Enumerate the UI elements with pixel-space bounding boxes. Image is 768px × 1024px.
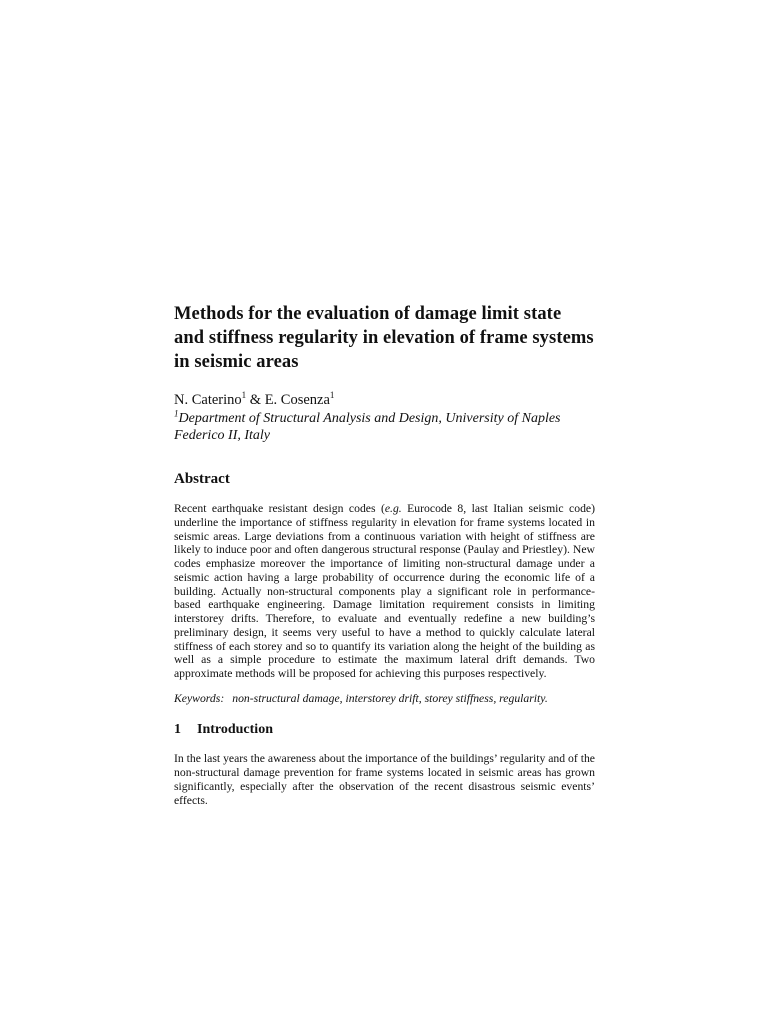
author-separator: & [246, 392, 265, 408]
author-name: E. Cosenza [264, 392, 330, 408]
section-title: Introduction [197, 722, 273, 738]
introduction-text: In the last years the awareness about the importance of the buildings’ regularity and of the non-structural damage prevention for frame systems located in seismic areas has grown significantly, especially after the observation of the recent disastrous seismic events’ effects. [174, 752, 595, 807]
author-line [174, 392, 595, 409]
abstract-heading: Abstract [174, 471, 230, 487]
abstract-eg: e.g. [384, 502, 402, 515]
abstract-text [174, 502, 595, 681]
affiliation [174, 410, 595, 444]
keywords-line [174, 692, 595, 706]
section-number: 1 [174, 722, 181, 738]
author-affiliation-mark: 1 [241, 390, 247, 401]
keywords-text: non-structural damage, interstorey drift, storey stiffness, regularity. [232, 692, 548, 706]
affiliation-mark: 1 [174, 408, 179, 419]
abstract-text-rest: Eurocode 8, last Italian seismic code) underline the importance of stiffness regularity in elevation for frame systems located in seismic areas. Large deviations from a continuous variation with height of stiffness are likely to induce poor and often dangerous structural response (Paulay and Priestley). New codes emphasize moreover the importance of limiting non-structural damage under a seismic action having a large probability of occurrence during the economic life of a building. Actually non-structural components play a significant role in performance-based earthquake engineering. Damage limitation requirement consists in limiting interstorey drifts. Therefore, to evaluate and eventually redefine a new building’s preliminary design, it seems very useful to have a method to quickly calculate lateral stiffness of each storey and so to quantify its variation along the height of the building as well as a simple procedure to estimate the maximum lateral drift demands. Two approximate methods will be proposed for achieving this purposes respectively. [174, 502, 595, 680]
affiliation-text: Department of Structural Analysis and Design, University of Naples Federico II, Italy [174, 411, 561, 443]
abstract-text-start: Recent earthquake resistant design codes ( [174, 502, 385, 515]
author-name: N. Caterino [174, 392, 242, 408]
author-affiliation-mark: 1 [329, 390, 335, 401]
paper-title: Methods for the evaluation of damage limit state and stiffness regularity in elevation of frame systems in seismic areas [174, 304, 594, 372]
section-heading-introduction [174, 721, 595, 738]
paper-page [174, 302, 595, 819]
keywords-label: Keywords: [174, 692, 225, 706]
